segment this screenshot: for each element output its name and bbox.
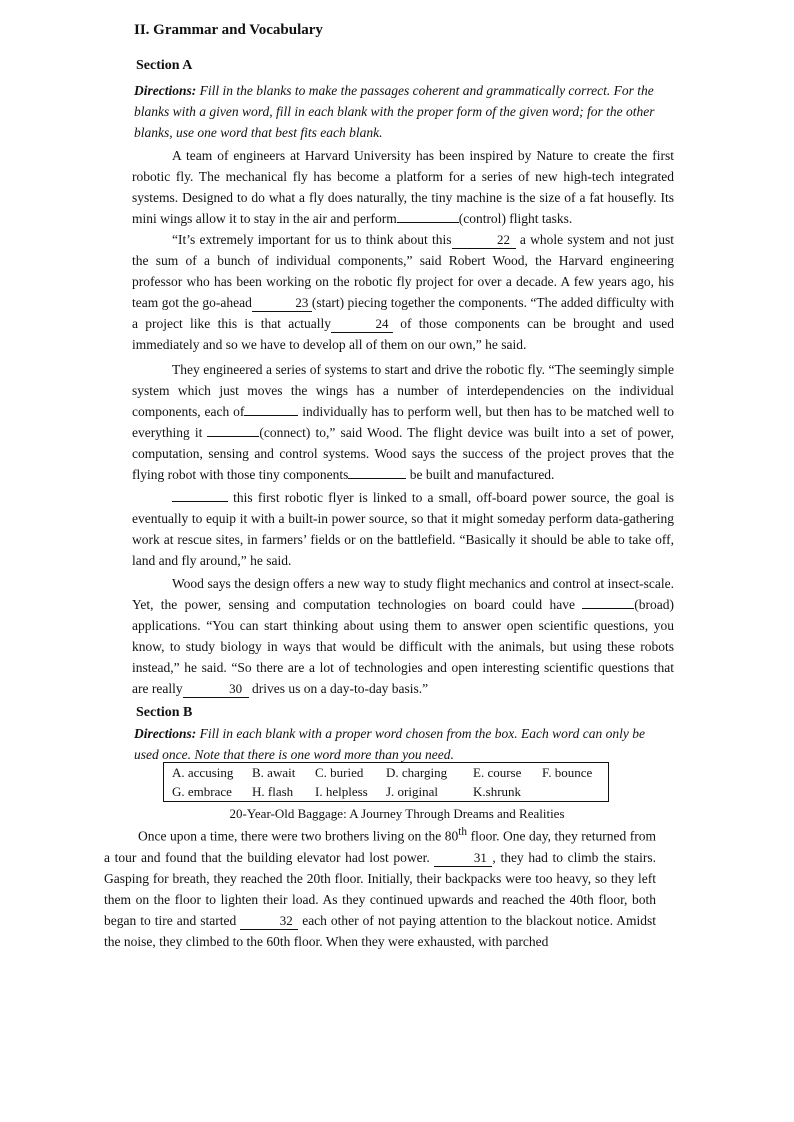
paragraph-text: (start) piecing together the components. “The added difficulty with a project like this is that actually [132,295,675,331]
paragraph-text: this first robotic flyer is linked to a small, off-board power source, the goal is eventually to equip it with a built-in power source, so that it might someday perform data-gathering work at rescue sites, in farmers’ fields or on the battlefield. “Basically it should be able to take off, land and fly around,” he said. [132,490,674,568]
word-option: G. embrace [172,784,232,799]
blank-29[interactable] [582,608,634,609]
word-option: B. await [252,765,296,780]
directions-label: Directions: [134,83,197,98]
paragraph-text: (broad) applications. “You can start thinking about using them to answer open scientific questions, you know, to study biology in ways that would be difficult with the animals, but using these robots instead,” he said. “So there are a lot of technologies and open interesting scientific questions that are really [132,597,674,696]
paragraph-text: (control) flight tasks. [458,211,573,226]
section-b-directions [134,723,668,765]
blank-26[interactable] [207,436,259,437]
section-b-title: Section B [136,705,193,720]
blank-28[interactable] [172,501,228,502]
ordinal-suffix: th [458,826,468,838]
paragraph-1 [104,822,656,952]
paragraph-text: of those components can be brought and used immediately and so we have to develop all of them on our own,” he said. [132,316,674,352]
word-option: A. accusing [172,765,234,780]
paragraph-text: individually has to perform well, but then has to be matched well to everything it [132,404,674,440]
section-a-directions [134,80,676,143]
paragraph-text: They engineered a series of systems to start and drive the robotic fly. “The seemingly simple system which just moves the wings has a number of interdependencies on the individual components, each of [132,362,674,419]
paragraph-text: a whole system and not just the sum of a bunch of individual components,” said Robert Wood, the Harvard engineering professor who has been working on the robotic fly project for over a decade. A few years ago, his team got the go-ahead [132,232,675,310]
word-option: J. original [386,784,438,799]
blank-31[interactable]: 31 [434,850,492,867]
blank-30[interactable]: 30 [183,681,249,698]
word-option: E. course [473,765,522,780]
word-option: I. helpless [315,784,368,799]
word-option: K.shrunk [473,784,522,799]
directions-text: Fill in each blank with a proper word chosen from the box. Each word can only be used once. Note that there is one word more than you need. [134,726,645,762]
paragraph-text: floor. One day, they returned from a tour and found that the building elevator had lost power. [104,828,656,865]
blank-23[interactable]: 23 [252,295,312,312]
blank-22[interactable]: 22 [452,232,516,249]
word-option: C. buried [315,765,364,780]
page-heading: II. Grammar and Vocabulary [134,22,323,38]
paragraph-text: drives us on a day-to-day basis.” [251,681,429,696]
paragraph-4 [132,487,674,571]
paragraph-5 [132,573,674,699]
section-a-title: Section A [136,58,193,73]
paragraph-text: Once upon a time, there were two brothers living on the 80 [138,828,459,844]
paragraph-text: be built and manufactured. [409,467,555,482]
passage-title: 20-Year-Old Baggage: A Journey Through Dreams and Realities [229,806,565,821]
paragraph-text: each other of not paying attention to the blackout notice. Amidst the noise, they climbed to the 60th floor. When they were exhausted, with parched [104,912,656,949]
directions-label: Directions: [134,726,197,741]
word-box [163,762,609,802]
blank-27[interactable] [348,478,406,479]
section-b-passage [104,822,656,952]
paragraph-2 [132,229,674,355]
paragraph-text: Wood says the design offers a new way to study flight mechanics and control at insect-scale. Yet, the power, sensing and computation technologies on board could have [132,576,674,612]
paragraph-text: A team of engineers at Harvard University has been inspired by Nature to create the first robotic fly. The mechanical fly has become a platform for a series of new high-tech integrated systems. Designed to do what a fly does naturally, the tiny machine is the size of a fat housefly. Its mini wings allow it to stay in the air and perform [132,148,674,226]
blank-21[interactable] [397,222,459,223]
paragraph-text: “It’s extremely important for us to think about this [172,232,452,247]
paragraph-text: , they had to climb the stairs. Gasping for breath, they reached the 20th floor. Initially, their backpacks were too heavy, so they left them on the floor to lighten their load. As they continued upwards and reached the 40th floor, both began to tire and started [104,849,657,928]
blank-32[interactable]: 32 [240,913,298,930]
word-option: H. flash [252,784,294,799]
word-option: F. bounce [542,765,593,780]
directions-text: Fill in the blanks to make the passages coherent and grammatically correct. For the blanks with a given word, fill in each blank with the proper form of the given word; for the other blanks, use one word that best fits each blank. [134,83,655,140]
blank-24[interactable]: 24 [331,316,393,333]
section-a-passage [132,145,674,699]
paragraph-3 [132,359,674,485]
paragraph-text: (connect) to,” said Wood. The flight device was built into a set of power, computation, sensing and control systems. Wood says the success of the project proves that the flying robot with those tiny components [132,425,674,482]
blank-25[interactable] [244,415,298,416]
word-option: D. charging [386,765,448,780]
paragraph-1 [132,145,674,229]
